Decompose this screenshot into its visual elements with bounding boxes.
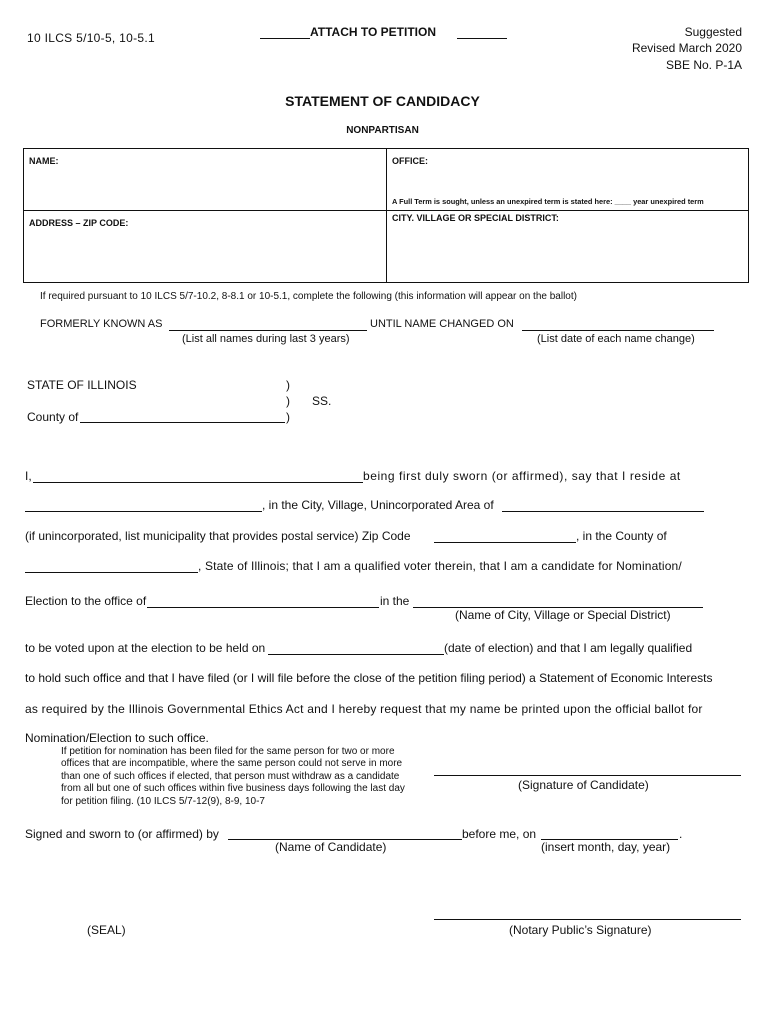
state-of-illinois: STATE OF ILLINOIS bbox=[27, 378, 137, 392]
full-term-note: A Full Term is sought, unless an unexpired term is stated here: ____ year unexpired term bbox=[392, 197, 704, 206]
oath-line-9: Nomination/Election to such office. bbox=[25, 731, 209, 745]
city-village-district-label: CITY. VILLAGE OR SPECIAL DISTRICT: bbox=[392, 213, 559, 223]
name-of-candidate-hint: (Name of Candidate) bbox=[275, 840, 387, 854]
oath-line-8: as required by the Illinois Governmental Ethics Act and I hereby request that my name be printed upon the official ballot for bbox=[25, 702, 703, 716]
oath-line-3-county: , in the County of bbox=[576, 529, 667, 543]
oath-line-5-in-the: in the bbox=[380, 594, 410, 608]
address-label: ADDRESS – ZIP CODE: bbox=[29, 218, 129, 228]
table-row-divider bbox=[23, 210, 748, 211]
formerly-known-as-label: FORMERLY KNOWN AS bbox=[40, 318, 163, 330]
county-residence-field[interactable] bbox=[25, 572, 198, 573]
seal-label: (SEAL) bbox=[87, 923, 126, 937]
page-subtitle: NONPARTISAN bbox=[346, 125, 419, 136]
oath-line-6-end: (date of election) and that I am legally qualified bbox=[444, 641, 693, 655]
city-village-field[interactable] bbox=[502, 511, 704, 512]
candidate-signature-field[interactable] bbox=[434, 775, 741, 776]
zip-code-field[interactable] bbox=[434, 542, 576, 543]
petition-note: If petition for nomination has been filed for the same person for two or more offices that are incompatible, where the same person could not serve in more than one of such offices if elected, that person must withdraw as a candidate from all but one of such offices within five business days following the last day for petition filing. (10 ILCS 5/7-12(9), 8-9, 10-7 bbox=[61, 746, 405, 807]
sbe-number: SBE No. P-1A bbox=[665, 58, 742, 72]
statute-citation: 10 ILCS 5/10-5, 10-5.1 bbox=[27, 31, 156, 45]
oath-line-4: , State of Illinois; that I am a qualified voter therein, that I am a candidate for Nomination/ bbox=[198, 559, 682, 573]
candidate-name-field[interactable] bbox=[33, 482, 363, 483]
sworn-date-hint: (insert month, day, year) bbox=[541, 840, 671, 854]
name-change-date-field[interactable] bbox=[522, 330, 714, 331]
name-label: NAME: bbox=[29, 156, 59, 166]
revised-date: Revised March 2020 bbox=[631, 41, 742, 55]
office-field[interactable] bbox=[147, 607, 379, 608]
suggested-label: Suggested bbox=[684, 25, 742, 39]
oath-line-1: being first duly sworn (or affirmed), say that I reside at bbox=[363, 469, 681, 483]
table-column-divider bbox=[386, 148, 387, 282]
sworn-period: . bbox=[679, 827, 683, 841]
formerly-known-as-field[interactable] bbox=[169, 330, 367, 331]
residence-address-field[interactable] bbox=[25, 511, 262, 512]
venue-paren-2: ) bbox=[286, 394, 290, 408]
oath-line-5: Election to the office of bbox=[25, 594, 147, 608]
required-note: If required pursuant to 10 ILCS 5/7-10.2, 8-8.1 or 10-5.1, complete the following (this information will appear on the ballot) bbox=[40, 291, 577, 302]
candidate-signature-label: (Signature of Candidate) bbox=[518, 778, 649, 792]
county-of-label: County of bbox=[27, 410, 79, 424]
signed-sworn-label: Signed and sworn to (or affirmed) by bbox=[25, 827, 219, 841]
oath-line-2: , in the City, Village, Unincorporated Area of bbox=[262, 498, 494, 512]
election-date-field[interactable] bbox=[268, 654, 444, 655]
notary-signature-label: (Notary Public’s Signature) bbox=[509, 923, 652, 937]
oath-line-7: to hold such office and that I have filed (or I will file before the close of the petition filing period) a Statement of Economic Interests bbox=[25, 671, 713, 685]
notary-signature-field[interactable] bbox=[434, 919, 741, 920]
attach-to-petition: ATTACH TO PETITION bbox=[310, 25, 436, 39]
before-me-on-label: before me, on bbox=[462, 827, 537, 841]
oath-line-6: to be voted upon at the election to be held on bbox=[25, 641, 266, 655]
dates-hint: (List date of each name change) bbox=[537, 333, 695, 345]
district-hint: (Name of City, Village or Special District) bbox=[455, 608, 671, 622]
office-label: OFFICE: bbox=[392, 156, 428, 166]
ss-label: SS. bbox=[312, 394, 332, 408]
names-hint: (List all names during last 3 years) bbox=[182, 333, 350, 345]
attach-underline-left bbox=[260, 38, 310, 39]
venue-paren-3: ) bbox=[286, 410, 290, 424]
venue-paren-1: ) bbox=[286, 378, 290, 392]
county-field[interactable] bbox=[80, 422, 285, 423]
until-name-changed-label: UNTIL NAME CHANGED ON bbox=[370, 318, 514, 330]
oath-line-3: (if unincorporated, list municipality that provides postal service) Zip Code bbox=[25, 529, 411, 543]
attach-underline-right bbox=[457, 38, 507, 39]
page-title: STATEMENT OF CANDIDACY bbox=[285, 93, 480, 109]
oath-i: I, bbox=[25, 469, 32, 483]
